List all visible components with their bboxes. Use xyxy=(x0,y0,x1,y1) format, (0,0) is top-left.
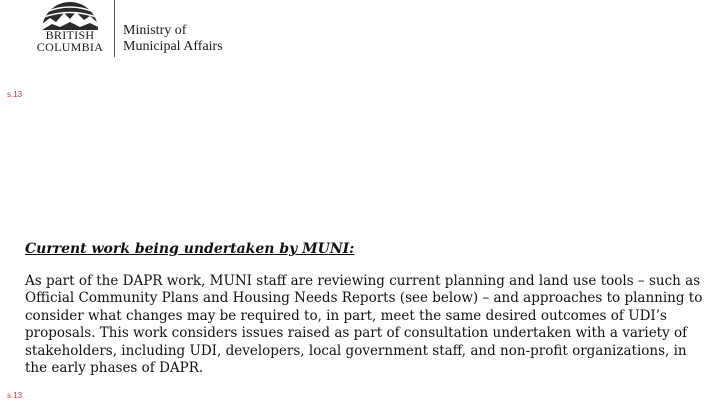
logo-wordmark-british: BRITISH xyxy=(45,28,95,42)
logo-wordmark-columbia: COLUMBIA xyxy=(36,40,104,54)
body-line: stakeholders, including UDI, developers, local government staff, and non-profit organizations, in xyxy=(25,342,687,359)
section-body xyxy=(25,273,703,377)
redaction-marker-top: s.13 xyxy=(7,90,23,99)
ministry-name-line1: Ministry of xyxy=(123,23,187,38)
body-line: the early phases of DAPR. xyxy=(25,360,204,377)
body-line: consider what changes may be required to, in part, meet the same desired outcomes of UDI’s xyxy=(25,307,667,324)
bc-government-logo xyxy=(30,0,110,56)
ministry-name xyxy=(123,23,223,55)
redaction-marker-bottom: s.13 xyxy=(7,391,23,400)
body-line: Official Community Plans and Housing Needs Reports (see below) – and approaches to planning to xyxy=(25,290,703,307)
bc-sun-mountain-icon xyxy=(40,0,100,30)
ministry-name-line2: Municipal Affairs xyxy=(123,39,223,54)
section-heading: Current work being undertaken by MUNI: xyxy=(25,241,355,257)
header-divider xyxy=(114,0,115,57)
body-line: As part of the DAPR work, MUNI staff are reviewing current planning and land use tools – such as xyxy=(25,273,701,289)
body-line: proposals. This work considers issues raised as part of consultation undertaken with a variety of xyxy=(25,325,688,342)
